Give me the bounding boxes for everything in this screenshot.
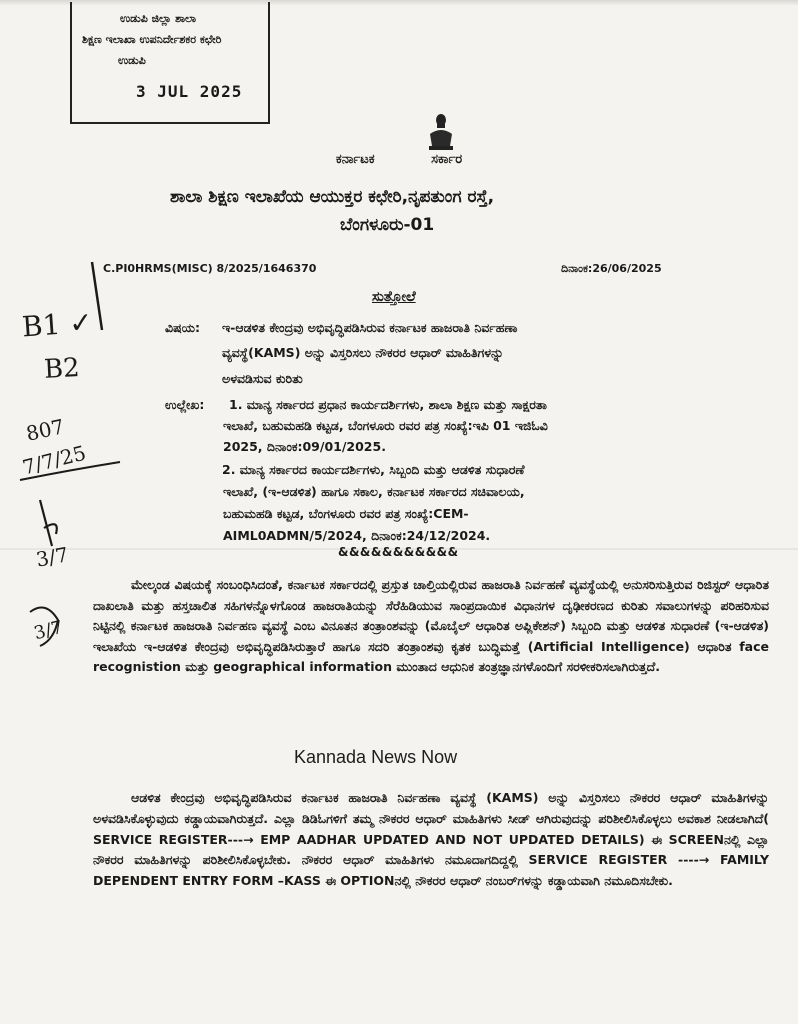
body-paragraph-1	[93, 575, 769, 678]
circular-heading: ಸುತ್ತೋಲೆ	[372, 289, 416, 305]
office-title-line-2: ಬೆಂಗಳೂರು-01	[340, 215, 435, 235]
reference-2-line-4: AIML0ADMN/5/2024, ದಿನಾಂಕ:24/12/2024.	[223, 528, 491, 543]
subject-line-2: ವ್ಯವಸ್ಥೆ(KAMS) ಅನ್ನು ವಿಸ್ತರಿಸಲು ನೌಕರರ ಆಧಾರ್ ಮಾಹಿತಿಗಳನ್ನು	[222, 345, 504, 360]
stamp-line-2: ಶಿಕ್ಷಣ ಇಲಾಖಾ ಉಪನಿರ್ದೇಶಕರ ಕಛೇರಿ	[82, 33, 222, 46]
handwritten-initial-date-1: 3/7	[34, 542, 71, 572]
reference-2-line-3: ಬಹುಮಹಡಿ ಕಟ್ಟಡ, ಬೆಂಗಳೂರು ರವರ ಪತ್ರ ಸಂಖ್ಯೆ:CEM-	[223, 506, 469, 521]
reference-2-line-2: ಇಲಾಖೆ, (ಇ-ಆಡಳಿತ) ಹಾಗೂ ಸಕಾಲ, ಕರ್ನಾಟಕ ಸರ್ಕಾರದ ಸಚಿವಾಲಯ,	[223, 484, 525, 499]
body-paragraph-2-text: ಆಡಳಿತ ಕೇಂದ್ರವು ಅಭಿವೃದ್ಧಿಪಡಿಸಿರುವ ಕರ್ನಾಟಕ ಹಾಜರಾತಿ ನಿರ್ವಹಣಾ ವ್ಯವಸ್ಥೆ (KAMS) ಅನ್ನು ವಿಸ್ತರಿಸಲು ನೌಕರರ ಆಧಾರ್ ಮಾಹಿತಿಗಳನ್ನು ಅಳವಡಿಸಿಕೊಳ್ಳುವುದು ಕಡ್ಡಾಯವಾಗಿರುತ್ತದೆ. ಎಲ್ಲಾ ಡಿಡಿಓಗಳಿಗೆ ತಮ್ಮ ನೌಕರರ ಆಧಾರ್ ಮಾಹಿತಿಗಳು ಸೀಡ್ ಆಗಿರುವುದನ್ನು ಪರಿಶೀಲಿಸಿಕೊಳ್ಳಲು ಅವಕಾಶ ನೀಡಲಾಗಿದೆ( SERVICE REGISTER---→ EMP AADHAR UPDATED AND NOT UPDATED DETAILS) ಈ SCREENನಲ್ಲಿ ಎಲ್ಲಾ ನೌಕರರ ಮಾಹಿತಿಗಳನ್ನು ಪರಿಶೀಲಿಸಿಕೊಳ್ಳಬೇಕು. ನೌಕರರ ಆಧಾರ್ ಮಾಹಿತಿಗಳು ನಮೂದಾಗದಿದ್ದಲ್ಲಿ SERVICE REGISTER ----→ FAMILY DEPENDENT ENTRY FORM –KASS ಈ OPTIONನಲ್ಲಿ ನೌಕರರ ಆಧಾರ್ ನಂಬರ್‌ಗಳನ್ನು ಕಡ್ಡಾಯವಾಗಿ ನಮೂದಿಸಬೇಕು.	[93, 790, 769, 889]
office-title-line-1: ಶಾಲಾ ಶಿಕ್ಷಣ ಇಲಾಖೆಯ ಆಯುಕ್ತರ ಕಛೇರಿ,ನೃಪತುಂಗ ರಸ್ತೆ,	[170, 187, 495, 207]
references-label: ಉಲ್ಲೇಖ:	[165, 397, 205, 412]
state-emblem-icon	[426, 112, 456, 152]
letter-date: ದಿನಾಂಕ:26/06/2025	[561, 262, 662, 275]
stamp-line-3: ಉಡುಪಿ	[118, 54, 146, 67]
body-paragraph-1-text: ಮೇಲ್ಕಂಡ ವಿಷಯಕ್ಕೆ ಸಂಬಂಧಿಸಿದಂತೆ, ಕರ್ನಾಟಕ ಸರ್ಕಾರದಲ್ಲಿ ಪ್ರಸ್ತುತ ಚಾಲ್ತಿಯಲ್ಲಿರುವ ಹಾಜರಾತಿ ನಿರ್ವಹಣೆ ವ್ಯವಸ್ಥೆಯಲ್ಲಿ ಅನುಸರಿಸುತ್ತಿರುವ ರಿಜಿಸ್ಟರ್ ಆಧಾರಿತ ದಾಖಲಾತಿ ಮತ್ತು ಹಸ್ತಚಾಲಿತ ಸಹಿಗಳನ್ನೊಳಗೊಂಡ ಹಾಜರಾತಿಯನ್ನು ಸೆರೆಹಿಡಿಯುವ ಸಾಂಪ್ರದಾಯಿಕ ವಿಧಾನಗಳ ದೃಢೀಕರಣದ ಕುರಿತು ಸವಾಲುಗಳನ್ನು ಪರಿಹರಿಸುವ ನಿಟ್ಟಿನಲ್ಲಿ ಕರ್ನಾಟಕ ಹಾಜರಾತಿ ನಿರ್ವಹಣ ವ್ಯವಸ್ಥೆ ಎಂಬ ವಿನೂತನ ತಂತ್ರಾಂಶವನ್ನು (ಮೊಬೈಲ್ ಆಧಾರಿತ ಅಪ್ಲಿಕೇಶನ್) ಸಿಬ್ಬಂದಿ ಮತ್ತು ಆಡಳಿತ ಸುಧಾರಣೆ (ಇ-ಆಡಳಿತ) ಇಲಾಖೆಯ ಇ-ಆಡಳಿತ ಕೇಂದ್ರವು ಅಭಿವೃದ್ಧಿಪಡಿಸಿರುತ್ತಾರೆ ಹಾಗೂ ಸದರಿ ತಂತ್ರಾಂಶವು ಕೃತಕ ಬುದ್ಧಿಮತ್ತೆ (Artificial Intelligence) ಆಧಾರಿತ face recognistion ಮತ್ತು geographical information ಮುಂತಾದ ಆಧುನಿಕ ತಂತ್ರಜ್ಞಾನಗಳೊಂದಿಗೆ ಸರಳೀಕರಿಸಲಾಗಿರುತ್ತದೆ.	[93, 577, 769, 674]
subject-line-3: ಅಳವಡಿಸುವ ಕುರಿತು	[222, 371, 303, 386]
govt-left: ಕರ್ನಾಟಕ	[335, 152, 375, 167]
subject-label: ವಿಷಯ:	[165, 320, 200, 335]
reference-number: C.PI0HRMS(MISC) 8/2025/1646370	[103, 262, 317, 275]
reference-1-line-3: 2025, ದಿನಾಂಕ:09/01/2025.	[223, 439, 386, 454]
reference-1-line-1: 1. ಮಾನ್ಯ ಸರ್ಕಾರದ ಪ್ರಧಾನ ಕಾರ್ಯದರ್ಶಿಗಳು, ಶಾಲಾ ಶಿಕ್ಷಣ ಮತ್ತು ಸಾಕ್ಷರತಾ	[229, 397, 547, 412]
handwritten-b2: B2	[43, 353, 81, 385]
reference-2-line-1: 2. ಮಾನ್ಯ ಸರ್ಕಾರದ ಕಾರ್ಯದರ್ಶಿಗಳು, ಸಿಬ್ಬಂದಿ ಮತ್ತು ಆಡಳಿತ ಸುಧಾರಣೆ	[222, 462, 525, 477]
handwritten-date: 7/7/25	[20, 440, 89, 480]
margin-scribble-icon	[0, 0, 140, 700]
govt-right: ಸರ್ಕಾರ	[431, 152, 463, 167]
handwritten-initial-date-2: 3/7	[31, 616, 66, 645]
stamp-line-1: ಉಡುಪಿ ಜಿಲ್ಲಾ ಶಾಲಾ	[120, 12, 197, 25]
reference-1-line-2: ಇಲಾಖೆ, ಬಹುಮಹಡಿ ಕಟ್ಟಡ, ಬೆಂಗಳೂರು ರವರ ಪತ್ರ ಸಂಖ್ಯೆ:ಇಪಿ 01 ಇಜಿಓವಿ	[223, 418, 548, 433]
subject-line-1: ಇ-ಆಡಳಿತ ಕೇಂದ್ರವು ಅಭಿವೃದ್ಧಿಪಡಿಸಿರುವ ಕರ್ನಾಟಕ ಹಾಜರಾತಿ ನಿರ್ವಹಣಾ	[222, 320, 518, 335]
watermark: Kannada News Now	[286, 744, 465, 771]
body-paragraph-2	[93, 788, 769, 892]
stamp-date: 3 JUL 2025	[136, 82, 243, 101]
handwritten-inward-number: 807	[23, 414, 67, 446]
separator: &&&&&&&&&&&	[338, 545, 459, 559]
handwritten-b1: B1 ✓	[20, 305, 94, 344]
